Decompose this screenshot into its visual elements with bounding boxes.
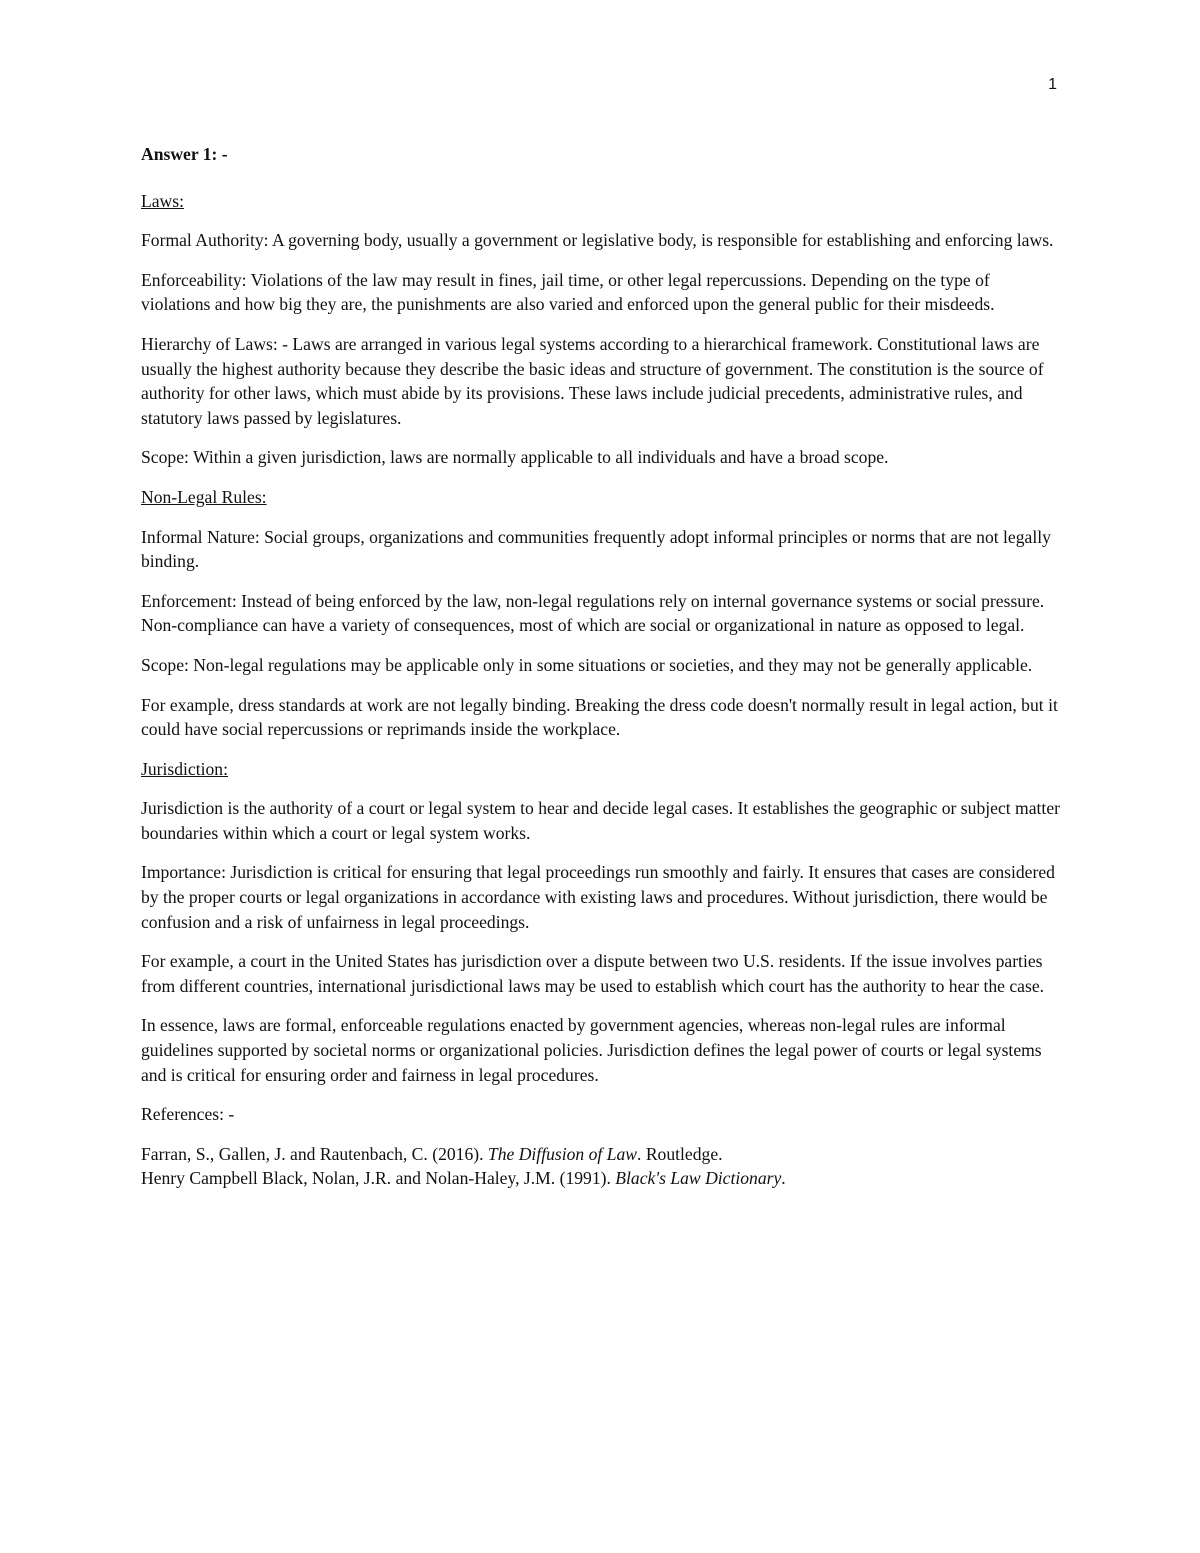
paragraph: Informal Nature: Social groups, organizations and communities frequently adopt informal principles or norms that are not legally binding. [141, 526, 1051, 572]
reference-suffix: . Routledge. [637, 1143, 723, 1164]
paragraph: Importance: Jurisdiction is critical for ensuring that legal proceedings run smoothly and fairly. It ensures that cases are considered by the proper courts or legal organizations in accordance with existing laws and procedures. Without jurisdiction, there would be confusion and a risk of unfairness in legal proceedings. [141, 862, 1055, 932]
paragraph: For example, a court in the United States has jurisdiction over a dispute between two U.S. residents. If the issue involves parties from different countries, international jurisdictional laws may be used to establish which court has the authority to hear the case. [141, 951, 1045, 996]
paragraph: Jurisdiction is the authority of a court or legal system to hear and decide legal cases. It establishes the geographic or subject matter boundaries within which a court or legal system works. [141, 798, 1060, 843]
page-number: 1 [1048, 76, 1057, 93]
reference-title: Black's Law Dictionary [615, 1168, 782, 1189]
reference-authors: Henry Campbell Black, Nolan, J.R. and Nolan-Haley, J.M. (1991). [141, 1168, 616, 1189]
reference-item [141, 1142, 1061, 1167]
paragraph: Enforcement: Instead of being enforced by the law, non-legal regulations rely on internal governance systems or social pressure. Non-compliance can have a variety of consequences, most of which are social or organizational in nature as opposed to legal. [141, 590, 1045, 636]
paragraph: Scope: Non-legal regulations may be applicable only in some situations or societies, and they may not be generally applicable. [141, 654, 1033, 675]
reference-item [141, 1166, 1061, 1191]
paragraph: Formal Authority: A governing body, usually a government or legislative body, is responsible for establishing and enforcing laws. [141, 230, 1054, 251]
references-label: References: - [141, 1104, 235, 1125]
references-list [141, 1142, 1061, 1191]
paragraph: Enforceability: Violations of the law may result in fines, jail time, or other legal repercussions. Depending on the type of violations and how big they are, the punishments are also varied and enforced upon the general public for their misdeeds. [141, 269, 995, 315]
paragraph: Hierarchy of Laws: - Laws are arranged in various legal systems according to a hierarchical framework. Constitutional laws are usually the highest authority because they describe the basic ideas and structure of government. The constitution is the source of authority for other laws, which must abide by its provisions. These laws include judicial precedents, administrative rules, and statutory laws passed by legislatures. [141, 333, 1044, 428]
document-body [141, 142, 1061, 1191]
paragraph: In essence, laws are formal, enforceable regulations enacted by government agencies, whereas non-legal rules are informal guidelines supported by societal norms or organizational policies. Jurisdiction defines the legal power of courts or legal systems and is critical for ensuring order and fairness in legal procedures. [141, 1015, 1042, 1085]
paragraph: Scope: Within a given jurisdiction, laws are normally applicable to all individuals and have a broad scope. [141, 447, 889, 468]
section-title-jurisdiction: Jurisdiction: [141, 758, 228, 779]
answer-heading: Answer 1: - [141, 144, 228, 164]
paragraph: For example, dress standards at work are not legally binding. Breaking the dress code doesn't normally result in legal action, but it could have social repercussions or reprimands inside the workplace. [141, 694, 1058, 740]
reference-authors: Farran, S., Gallen, J. and Rautenbach, C. (2016). [141, 1143, 488, 1164]
reference-title: The Diffusion of Law [487, 1143, 638, 1164]
section-title-laws: Laws: [141, 190, 184, 211]
section-title-non-legal-rules: Non-Legal Rules: [141, 486, 267, 507]
reference-suffix: . [781, 1168, 786, 1189]
